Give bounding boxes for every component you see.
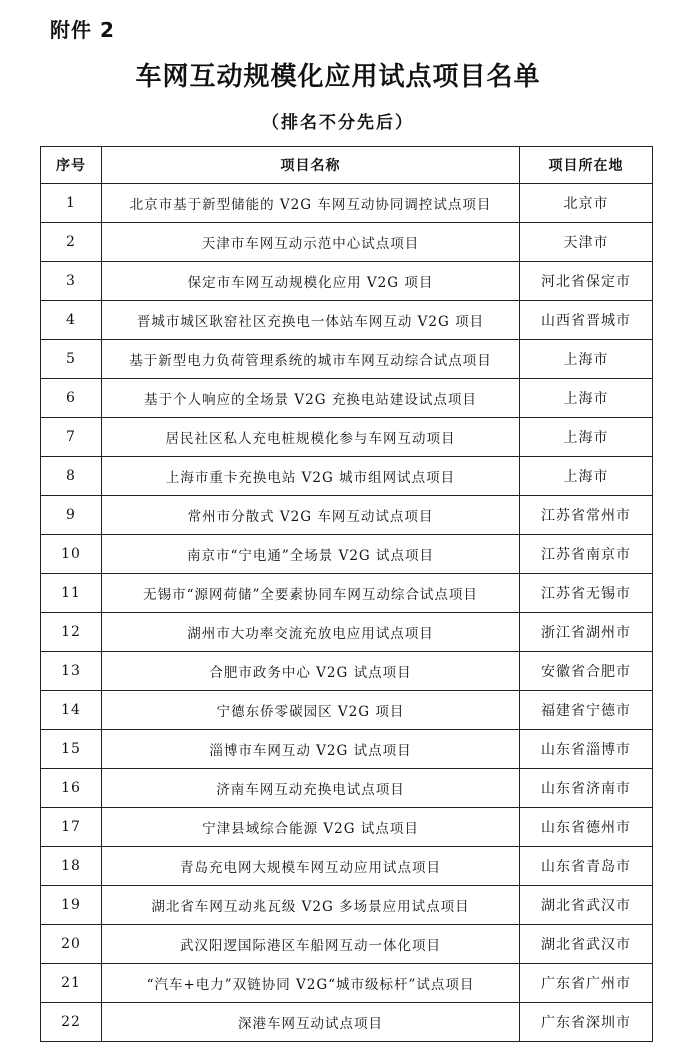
project-location: 福建省宁德市 — [520, 691, 653, 730]
project-name: 湖北省车网互动兆瓦级 V2G 多场景应用试点项目 — [102, 886, 520, 925]
project-name: 合肥市政务中心 V2G 试点项目 — [102, 652, 520, 691]
table-row — [41, 808, 653, 847]
document-subtitle: （排名不分先后） — [262, 113, 414, 133]
table-row — [41, 457, 653, 496]
table-row — [41, 613, 653, 652]
project-name: 南京市“宁电通”全场景 V2G 试点项目 — [102, 535, 520, 574]
row-number: 15 — [41, 730, 102, 769]
table-row — [41, 262, 653, 301]
project-location: 天津市 — [520, 223, 653, 262]
project-name: 湖州市大功率交流充放电应用试点项目 — [102, 613, 520, 652]
table-header-row — [41, 147, 653, 184]
table-body — [41, 184, 653, 1042]
project-location: 湖北省武汉市 — [520, 925, 653, 964]
table-row — [41, 964, 653, 1003]
row-number: 18 — [41, 847, 102, 886]
project-location: 山东省德州市 — [520, 808, 653, 847]
row-number: 11 — [41, 574, 102, 613]
row-number: 19 — [41, 886, 102, 925]
project-name: “汽车+电力”双链协同 V2G“城市级标杆”试点项目 — [102, 964, 520, 1003]
project-name: 天津市车网互动示范中心试点项目 — [102, 223, 520, 262]
project-location: 山东省青岛市 — [520, 847, 653, 886]
table-row — [41, 223, 653, 262]
project-table — [40, 146, 653, 1042]
table-row — [41, 301, 653, 340]
table-row — [41, 184, 653, 223]
project-name: 常州市分散式 V2G 车网互动试点项目 — [102, 496, 520, 535]
table-row — [41, 418, 653, 457]
project-location: 广东省深圳市 — [520, 1003, 653, 1042]
project-name: 济南车网互动充换电试点项目 — [102, 769, 520, 808]
project-name: 青岛充电网大规模车网互动应用试点项目 — [102, 847, 520, 886]
row-number: 7 — [41, 418, 102, 457]
project-location: 河北省保定市 — [520, 262, 653, 301]
document-title: 车网互动规模化应用试点项目名单 — [135, 62, 541, 92]
table-row — [41, 769, 653, 808]
row-number: 4 — [41, 301, 102, 340]
attachment-label: 附件 2 — [50, 18, 115, 42]
project-location: 上海市 — [520, 340, 653, 379]
table-row — [41, 652, 653, 691]
table-row — [41, 379, 653, 418]
project-location: 上海市 — [520, 418, 653, 457]
project-location: 江苏省南京市 — [520, 535, 653, 574]
table-row — [41, 1003, 653, 1042]
project-name: 宁德东侨零碳园区 V2G 项目 — [102, 691, 520, 730]
project-name: 北京市基于新型储能的 V2G 车网互动协同调控试点项目 — [102, 184, 520, 223]
project-location: 上海市 — [520, 457, 653, 496]
project-location: 浙江省湖州市 — [520, 613, 653, 652]
row-number: 10 — [41, 535, 102, 574]
project-location: 江苏省常州市 — [520, 496, 653, 535]
header-num: 序号 — [41, 147, 102, 184]
row-number: 6 — [41, 379, 102, 418]
table-row — [41, 340, 653, 379]
project-location: 山东省济南市 — [520, 769, 653, 808]
project-location: 山东省淄博市 — [520, 730, 653, 769]
project-location: 上海市 — [520, 379, 653, 418]
row-number: 9 — [41, 496, 102, 535]
project-name: 淄博市车网互动 V2G 试点项目 — [102, 730, 520, 769]
table-row — [41, 886, 653, 925]
row-number: 20 — [41, 925, 102, 964]
project-name: 居民社区私人充电桩规模化参与车网互动项目 — [102, 418, 520, 457]
row-number: 3 — [41, 262, 102, 301]
row-number: 14 — [41, 691, 102, 730]
row-number: 2 — [41, 223, 102, 262]
header-location: 项目所在地 — [520, 147, 653, 184]
row-number: 1 — [41, 184, 102, 223]
row-number: 8 — [41, 457, 102, 496]
project-location: 广东省广州市 — [520, 964, 653, 1003]
table-row — [41, 574, 653, 613]
table-row — [41, 847, 653, 886]
project-name: 宁津县域综合能源 V2G 试点项目 — [102, 808, 520, 847]
project-location: 安徽省合肥市 — [520, 652, 653, 691]
project-location: 山西省晋城市 — [520, 301, 653, 340]
row-number: 12 — [41, 613, 102, 652]
row-number: 22 — [41, 1003, 102, 1042]
project-name: 无锡市“源网荷储”全要素协同车网互动综合试点项目 — [102, 574, 520, 613]
project-location: 江苏省无锡市 — [520, 574, 653, 613]
table-row — [41, 691, 653, 730]
project-location: 北京市 — [520, 184, 653, 223]
table-row — [41, 496, 653, 535]
row-number: 13 — [41, 652, 102, 691]
table-row — [41, 535, 653, 574]
header-name: 项目名称 — [102, 147, 520, 184]
project-name: 武汉阳逻国际港区车船网互动一体化项目 — [102, 925, 520, 964]
project-name: 基于个人响应的全场景 V2G 充换电站建设试点项目 — [102, 379, 520, 418]
row-number: 16 — [41, 769, 102, 808]
project-name: 保定市车网互动规模化应用 V2G 项目 — [102, 262, 520, 301]
project-name: 上海市重卡充换电站 V2G 城市组网试点项目 — [102, 457, 520, 496]
project-name: 深港车网互动试点项目 — [102, 1003, 520, 1042]
table-row — [41, 925, 653, 964]
table-row — [41, 730, 653, 769]
row-number: 17 — [41, 808, 102, 847]
project-name: 基于新型电力负荷管理系统的城市车网互动综合试点项目 — [102, 340, 520, 379]
row-number: 21 — [41, 964, 102, 1003]
row-number: 5 — [41, 340, 102, 379]
project-location: 湖北省武汉市 — [520, 886, 653, 925]
project-name: 晋城市城区耿窑社区充换电一体站车网互动 V2G 项目 — [102, 301, 520, 340]
